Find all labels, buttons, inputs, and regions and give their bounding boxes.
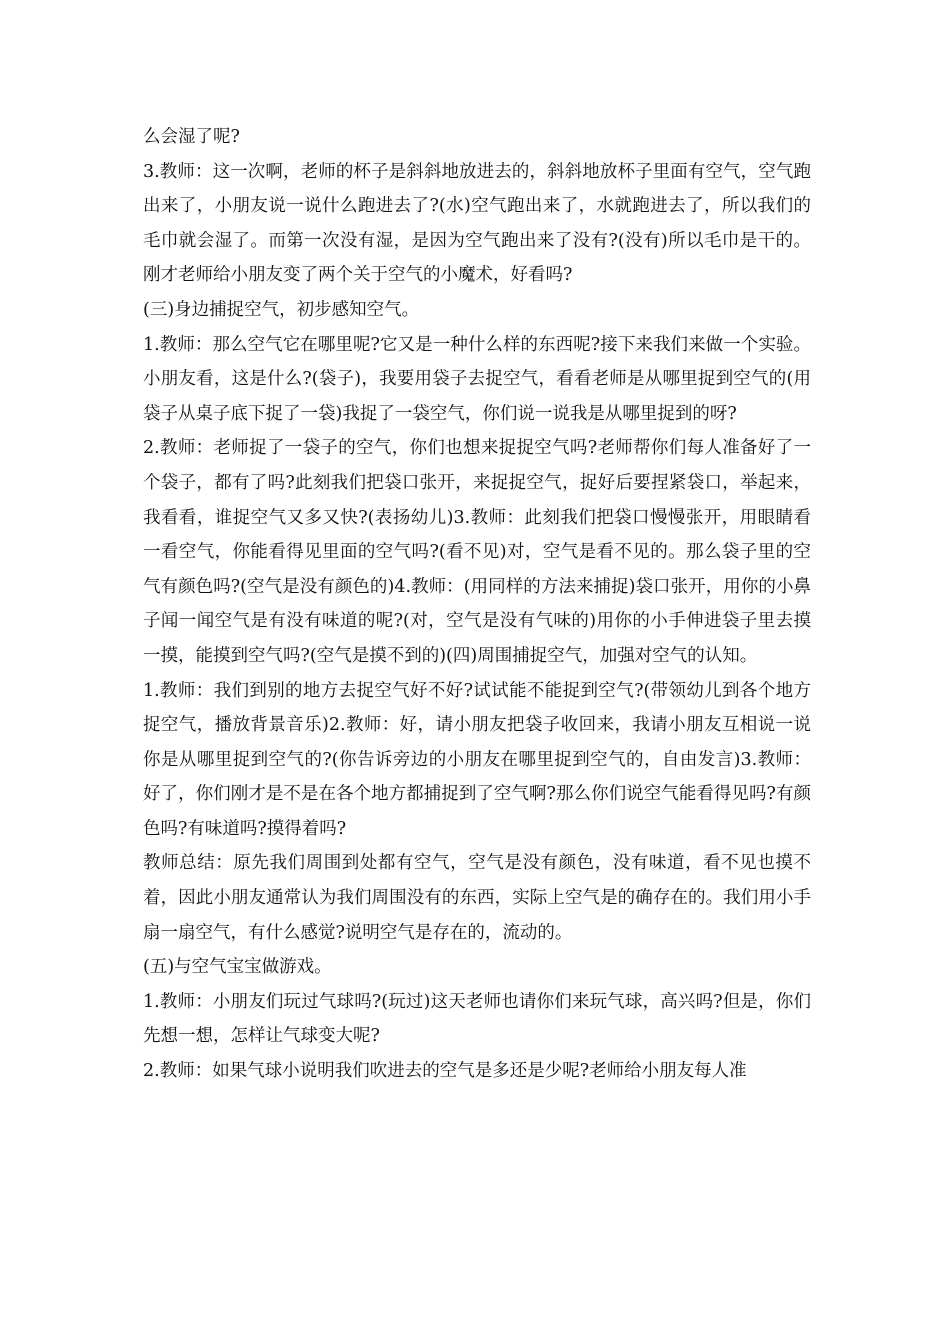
paragraph: 1.教师：小朋友们玩过气球吗?(玩过)这天老师也请你们来玩气球，高兴吗?但是，你们先想一想，怎样让气球变大呢? <box>143 991 811 1047</box>
paragraph: 2.教师：老师捉了一袋子的空气，你们也想来捉捉空气吗?老师帮你们每人准备好了一个袋子，都有了吗?此刻我们把袋口张开，来捉捉空气，捉好后要捏紧袋口，举起来，我看看，谁捉空气又多又快?(表扬幼儿)3.教师：此刻我们把袋口慢慢张开，用眼睛看一看空气，你能看得见里面的空气吗?(看不见)对，空气是看不见的。那么袋子里的空气有颜色吗?(空气是没有颜色的)4.教师：(用同样的方法来捕捉)袋口张开，用你的小鼻子闻一闻空气是有没有味道的呢?(对，空气是没有气味的)用你的小手伸进袋子里去摸一摸，能摸到空气吗?(空气是摸不到的)(四)周围捕捉空气，加强对空气的认知。 <box>143 438 811 666</box>
section-heading: (五)与空气宝宝做游戏。 <box>143 957 332 978</box>
paragraph: 3.教师：这一次啊，老师的杯子是斜斜地放进去的，斜斜地放杯子里面有空气，空气跑出来了，小朋友说一说什么跑进去了?(水)空气跑出来了，水就跑进去了，所以我们的毛巾就会湿了。而第一次没有湿，是因为空气跑出来了没有?(没有)所以毛巾是干的。刚才老师给小朋友变了两个关于空气的小魔术，好看吗? <box>143 161 811 286</box>
paragraph: 2.教师：如果气球小说明我们吹进去的空气是多还是少呢?老师给小朋友每人准 <box>143 1061 747 1082</box>
paragraph: 1.教师：那么空气它在哪里呢?它又是一种什么样的东西呢?接下来我们来做一个实验。小朋友看，这是什么?(袋子)，我要用袋子去捉空气，看看老师是从哪里捉到空气的(用袋子从桌子底下捉了一袋)我捉了一袋空气，你们说一说我是从哪里捉到的呀? <box>143 334 811 424</box>
document-page <box>143 120 811 1089</box>
paragraph: 1.教师：我们到别的地方去捉空气好不好?试试能不能捉到空气?(带领幼儿到各个地方捉空气，播放背景音乐)2.教师：好，请小朋友把袋子收回来，我请小朋友互相说一说你是从哪里捉到空气的?(你告诉旁边的小朋友在哪里捉到空气的，自由发言)3.教师：好了，你们刚才是不是在各个地方都捕捉到了空气啊?那么你们说空气能看得见吗?有颜色吗?有味道吗?摸得着吗? <box>143 680 811 839</box>
section-heading: (三)身边捕捉空气，初步感知空气。 <box>143 299 420 320</box>
paragraph: 么会湿了呢? <box>143 127 240 147</box>
paragraph: 教师总结：原先我们周围到处都有空气，空气是没有颜色，没有味道，看不见也摸不着，因此小朋友通常认为我们周围没有的东西，实际上空气是的确存在的。我们用小手扇一扇空气，有什么感觉?说明空气是存在的，流动的。 <box>143 853 811 943</box>
